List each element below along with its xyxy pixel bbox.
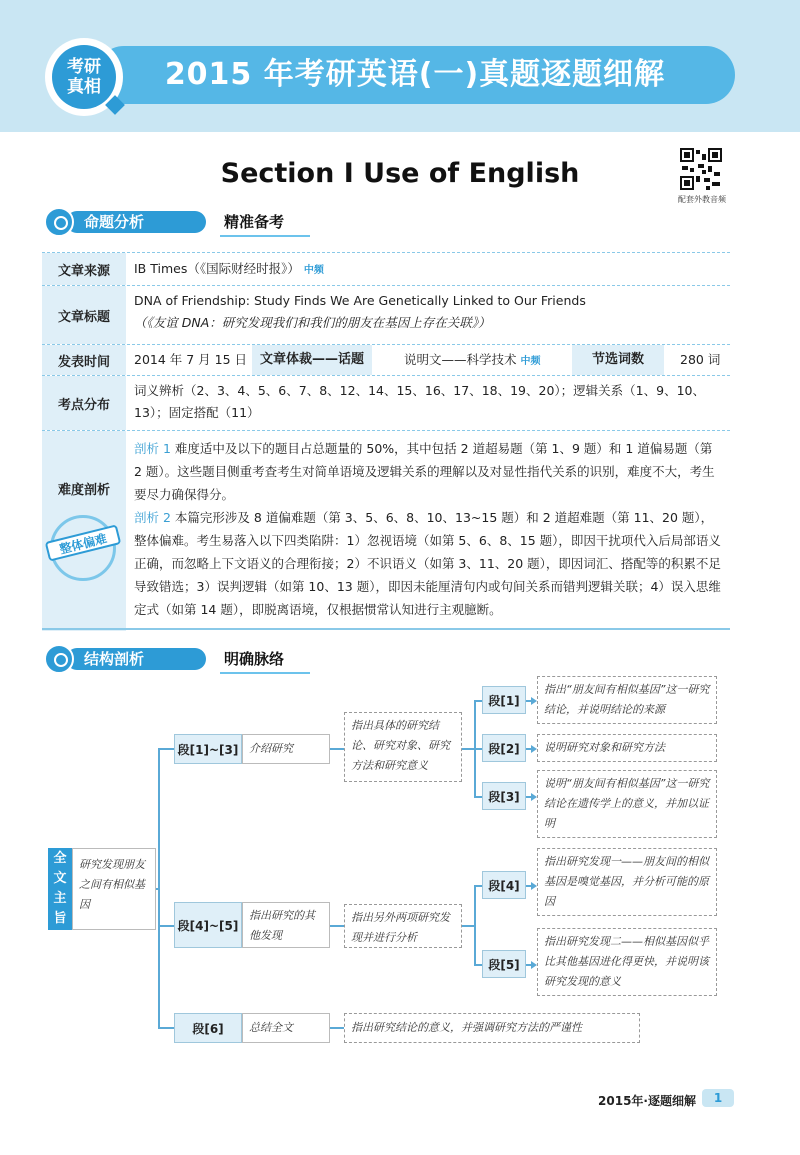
row-meta [42, 345, 730, 376]
row-points [42, 376, 730, 431]
group2-para: 段[4]~[5] [174, 902, 242, 948]
words-label: 节选词数 [572, 345, 664, 375]
group1-text: 介绍研究 [242, 734, 330, 764]
para-2-desc: 说明研究对象和研究方法 [537, 734, 717, 762]
points-value: 词义辨析（2、3、4、5、6、7、8、12、14、15、16、17、18、19、20）；逻辑关系（1、9、10、13）；固定搭配（11） [134, 383, 705, 420]
source-label: 文章来源 [42, 253, 126, 285]
group3-text: 总结全文 [242, 1013, 330, 1043]
title-english: DNA of Friendship: Study Finds We Are Genetically Linked to Our Friends [134, 293, 586, 308]
tag-underline [220, 235, 310, 237]
para-2: 段[2] [482, 734, 526, 762]
title-label: 文章标题 [42, 286, 126, 344]
genre-value: 说明文——科学技术 [404, 352, 517, 367]
qr-code-icon[interactable] [680, 148, 722, 190]
group3-para: 段[6] [174, 1013, 242, 1043]
row-difficulty [42, 431, 730, 631]
para-3-desc: 说明“朋友间有相似基因”这一研究结论在遗传学上的意义，并加以证明 [537, 770, 717, 838]
structure-tag [44, 644, 344, 674]
para-3: 段[3] [482, 782, 526, 810]
date-label: 发表时间 [42, 345, 126, 375]
date-value: 2014 年 7 月 15 日 [134, 352, 248, 367]
badge-text-line1: 考研 [67, 57, 101, 77]
group1-para: 段[1]~[3] [174, 734, 242, 764]
analysis-tag-label: 命题分析 [84, 213, 145, 231]
para-5-desc: 指出研究发现二——相似基因似乎比其他基因进化得更快，并说明该研究发现的意义 [537, 928, 717, 996]
page-title: 2015 年考研英语(一)真题逐题细解 [164, 57, 666, 92]
para-1: 段[1] [482, 686, 526, 714]
section-title: Section Ⅰ Use of English [220, 158, 580, 189]
para-4-desc: 指出研究发现一——朋友间的相似基因是嗅觉基因，并分析可能的原因 [537, 848, 717, 916]
analysis-1-text: 难度适中及以下的题目占总题量的 50%，其中包括 2 道超易题（第 1、9 题）和 1 道偏易题（第 2 题）。这些题目侧重考查考生对简单语境及逻辑关系的理解以及对显性指代关系的识别，难度不大，考生要尽力确保得分。 [134, 441, 715, 502]
badge-text-line2: 真相 [67, 77, 101, 97]
qr-caption: 配套外教音频 [678, 195, 726, 204]
row-source [42, 253, 730, 286]
points-label: 考点分布 [42, 376, 126, 430]
group2-text: 指出研究的其他发现 [242, 902, 330, 948]
magnifier-icon [44, 644, 74, 674]
para-5: 段[5] [482, 950, 526, 978]
analysis-tag [44, 207, 344, 237]
root-node: 研究发现朋友之间有相似基因 [72, 848, 156, 930]
magnifier-icon [44, 207, 74, 237]
analysis-2-text: 本篇完形涉及 8 道偏难题（第 3、5、6、8、10、13~15 题）和 2 道超难题（第 11、20 题），整体偏难。考生易落入以下四类陷阱：1）忽视语境（如第 5、6、8、15 题），即因干扰项代入后局部语义正确，而忽略上下文语义的合理衔接；2）不识语义（如第 3、11、20 题），即因词汇、搭配等的积累不足导致错选；3）误判逻辑（如第 10、13 题），即因未能厘清句内或句间关系而错判逻辑关联；4）误入思维定式（如第 14 题），即脱离语境，仅根据惯常认知进行主观臆断。 [134, 510, 721, 617]
structure-tag-sub: 明确脉络 [224, 650, 285, 668]
brand-badge [52, 45, 116, 109]
difficulty-label: 难度剖析 [57, 483, 110, 498]
title-chinese: （《友谊 DNA：研究发现我们和我们的朋友在基因上存在关联》） [134, 315, 491, 330]
tag-underline [220, 672, 310, 674]
info-table-bottom [42, 628, 730, 630]
footer-label: 2015年·逐题细解 [598, 1094, 696, 1108]
genre-label: 文章体裁——话题 [252, 345, 372, 375]
analysis-tag-sub: 精准备考 [224, 213, 285, 231]
source-value: IB Times（《国际财经时报》） [134, 261, 300, 276]
words-value: 280 词 [680, 352, 721, 367]
analysis-2-label: 剖析 2 [134, 510, 171, 525]
group1-desc: 指出具体的研究结论、研究对象、研究方法和研究意义 [344, 712, 462, 782]
group3-desc: 指出研究结论的意义，并强调研究方法的严谨性 [344, 1013, 640, 1043]
genre-frequency: 中频 [520, 356, 541, 367]
analysis-1 [134, 437, 724, 506]
page-number: 1 [702, 1089, 734, 1107]
para-4: 段[4] [482, 871, 526, 899]
difficulty-label-cell [42, 431, 126, 631]
source-frequency: 中频 [303, 265, 324, 276]
para-1-desc: 指出“朋友间有相似基因”这一研究结论，并说明结论的来源 [537, 676, 717, 724]
row-title [42, 286, 730, 345]
difficulty-stamp: 整体偏难 [45, 524, 122, 561]
structure-tag-label: 结构剖析 [84, 650, 145, 668]
analysis-2 [134, 506, 724, 621]
root-label: 全 文 主 旨 [48, 848, 72, 930]
group2-desc: 指出另外两项研究发现并进行分析 [344, 904, 462, 948]
analysis-1-label: 剖析 1 [134, 441, 171, 456]
